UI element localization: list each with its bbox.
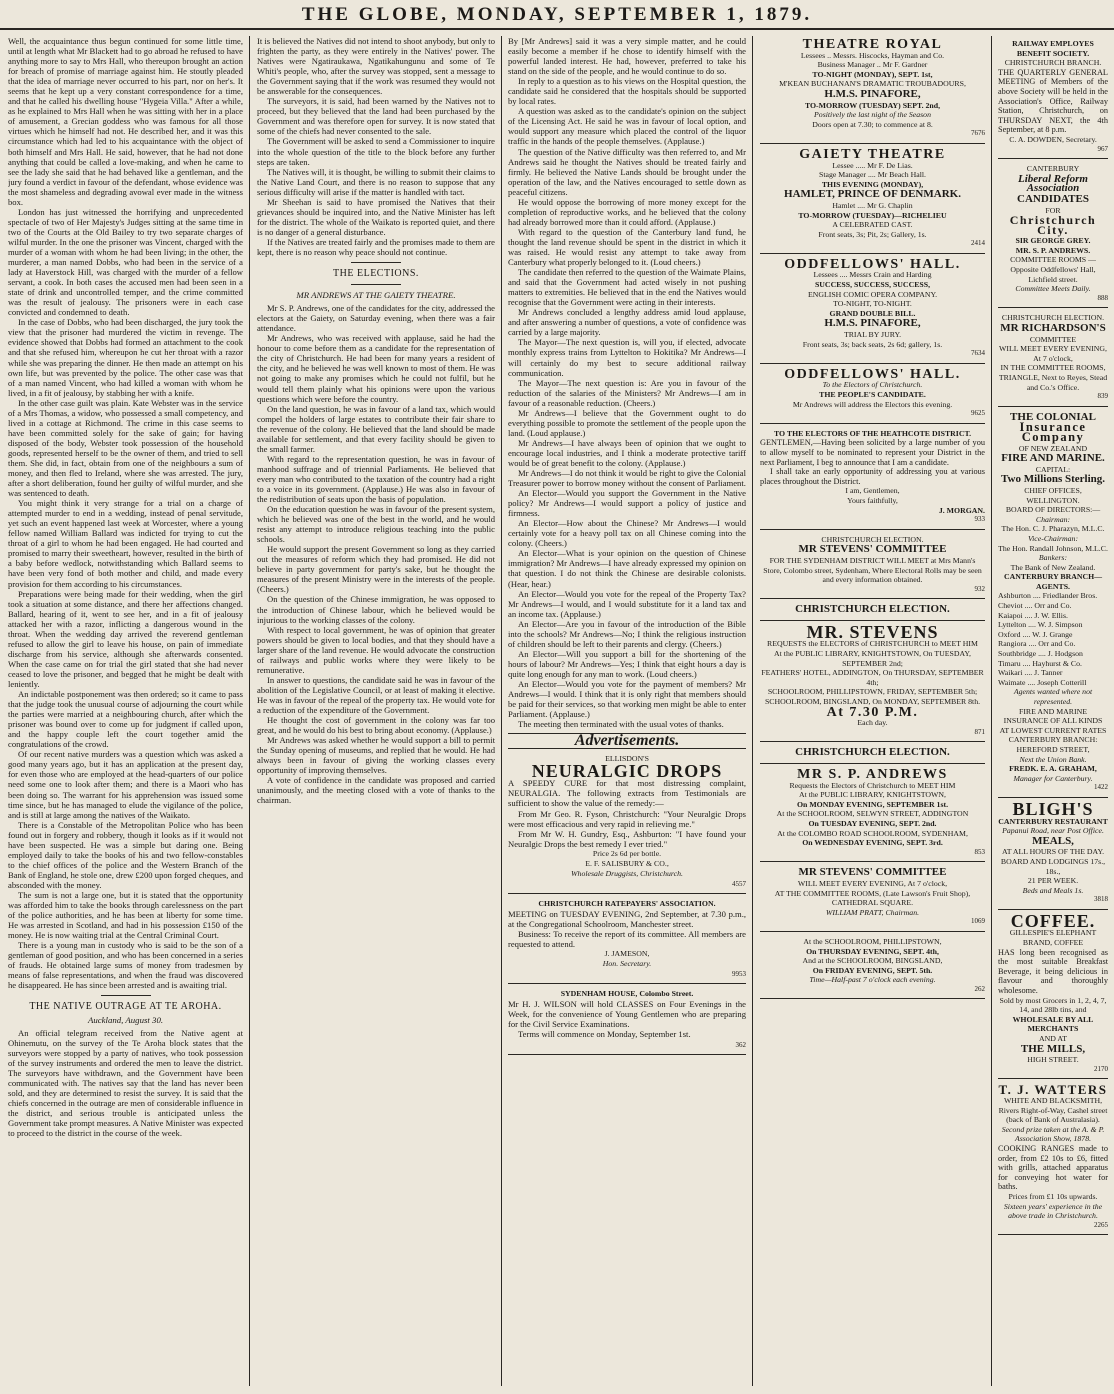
ad-text: BOARD OF DIRECTORS:— [1005, 505, 1101, 515]
ad-text: SCHOOLROOM, BINGSLAND, On MONDAY, SEPTEMBER 8th. [764, 697, 981, 707]
article-paragraph: There is a Constable of the Metropolitan Police who has been found out in forgery and robbery, though it looks as if it would not have been suspected. He was a simple but daring one. Being employed daily to take the books of his and two fellow-constables to the chief offices of the police and the Western Branch of the Bank of England, he stole one, drew £200 upon forged cheques, and absconded with the money. [8, 819, 243, 890]
ad-text: IN THE COMMITTEE ROOMS, TRIANGLE, Next to Reyes, Stead and Co.'s Office. [998, 363, 1108, 392]
ad-text: CANTERBURY BRANCH: [1008, 735, 1098, 745]
article-paragraph: If the Natives are treated fairly and the promises made to them are kept, there is no reason why peace should not continue. [257, 236, 495, 257]
ad-title: CHRISTCHURCH ELECTION. [821, 534, 924, 544]
ad-richardson-committee [998, 310, 1108, 406]
ad-title: BLIGH'S [1012, 798, 1094, 819]
ad-title: CHRISTCHURCH ELECTION. [795, 603, 950, 616]
ad-title: CANTERBURY [1026, 164, 1080, 174]
ad-sign: WILLIAM PRATT, Chairman. [825, 907, 920, 917]
ad-sydenham-house [508, 986, 746, 1054]
ad-text: Business: To receive the report of its committee. All members are requested to attend. [508, 929, 746, 950]
ad-christchurch-election [760, 601, 985, 621]
ad-text: CAPITAL: [1035, 464, 1071, 474]
ad-ref: 2265 [1094, 1220, 1108, 1229]
ad-time: At 7.30 P.M. [826, 704, 919, 720]
agent-row: Waikari .... J. Tanner [998, 668, 1063, 678]
ad-sign: I am, Gentlemen, [845, 486, 900, 496]
ad-title: RAILWAY EMPLOYES BENEFIT SOCIETY. [1012, 39, 1094, 58]
agent-row: Rangiora .... Orr and Co. [998, 639, 1076, 649]
ad-ref: 362 [735, 1040, 746, 1049]
ad-text: FIRE AND MARINE. [1001, 452, 1105, 465]
ad-text: Manager for Canterbury. [1013, 773, 1093, 783]
article-paragraph: Preparations were being made for their wedding, when the girl took a situation at some distance, and there her affections changed. Ballard, hearing of it, went to see her, and in a fit of jealousy attacked her with a razor, inflicting a dangerous wound in the throat. When the wedding day arrived the reverend gentleman refused to allow the girl to leave his house, on pain of immediate discharge from his service, although she afterwards consented. When the case came on for trial the girl stated that she had never ceased to love the prisoner, and begged that he might be dealt with leniently. [8, 588, 243, 689]
ad-text: At the PUBLIC LIBRARY, KNIGHTSTOWN, On TUESDAY, SEPTEMBER 2nd; [774, 649, 971, 668]
ad-text: Time—Half-past 7 o'clock each evening. [809, 975, 936, 985]
article-paragraph: In the other case guilt was plain. Kate Webster was in the service of a Mrs Thomas, a widow, who possessed a small competency, and lived in a cottage at Richmond. The crime in this case seems to have been committed solely for the sake of gain; for having disposed of the body, Webster took possession of the household goods, represented herself to be the owner of them, and tried to sell them. She did, in fact, obtain from one of the neighbours a sum of money, and then fled to Ireland, where she was arrested. The jury, after a short deliberation, found her guilty of wilful murder, and she was sentenced to death. [8, 397, 243, 499]
ad-text: GILLESPIE'S ELEPHANT BRAND, COFFEE [1009, 928, 1097, 948]
column-rule [249, 36, 250, 1386]
ad-text: Lessee ..... Mr F. De Lias. [832, 160, 913, 170]
ad-text: HAS long been recognised as the most suitable Breakfast Beverage, it being delicious in flavour and thoroughly wholesome. [998, 947, 1108, 996]
ad-testimonial: From Mr W. H. Gundry, Esq., Ashburton: "I have found your Neuralgic Drops the best remedy I ever tried." [508, 828, 746, 849]
agent-row: Cheviot .... Orr and Co. [998, 601, 1072, 611]
article-paragraph: London has just witnessed the horrifying and unprecedented spectacle of two of Her Majesty's Judges sitting at the same time in two of the Courts at the Old Bailey to try two separate charges of wilful murder. In the one the prisoner was Vincent, charged with the murder of a woman with whom he had been living; in the other, the murderer, a man named Dobbs, who had been in the service of a lady at Haverstock Hill, was charged with the murder of a fellow servant, a cook. In both cases the accused men had been seen in a state of drink and uncontrolled temper, and the crime committed was the result of jealousy. The prisoners were in each case convicted and condemned to death. [8, 206, 243, 318]
ad-ref: 888 [1097, 293, 1108, 302]
agent-row: Timaru .... Hayhurst & Co. [998, 658, 1082, 668]
article-paragraph: The Mayor—The next question is, will you, if elected, advocate monthly express trains from Lyttelton to Hokitika? Mr Andrews—I will certainly do my best to secure additional railway communication. [508, 337, 746, 378]
ad-ref: 4557 [732, 879, 746, 888]
ad-text: On FRIDAY EVENING, SEPT. 5th. [812, 965, 933, 975]
article-paragraph: He would oppose the borrowing of more money except for the completion of reproductive works, and he believed that the colony had already borrowed more than it could afford. (Applause.) [508, 196, 746, 227]
ad-title: CHRISTCHURCH RATEPAYERS' ASSOCIATION. [538, 898, 716, 908]
ad-testimonial: From Mr Geo. R. Fyson, Christchurch: "Your Neuralgic Drops were most efficacious and very rapid in relieving me." [508, 808, 746, 829]
ad-title: CHRISTCHURCH ELECTION. [795, 746, 950, 759]
ad-text: SCHOOLROOM, PHILLIPSTOWN, FRIDAY, SEPTEMBER 5th; [767, 687, 978, 697]
ad-title: ELLISDON'S [605, 754, 649, 764]
column-rule [501, 36, 502, 1386]
ad-ref: 9625 [971, 409, 985, 418]
ad-text: Mr H. J. WILSON will hold CLASSES on Four Evenings in the Week, for the convenience of Young Gentlemen who are preparing for the Civil Service Examinations. [508, 999, 746, 1030]
ad-text: I shall take an early opportunity of addressing you at various places throughout the District. [760, 467, 985, 486]
ad-ref: 7676 [971, 129, 985, 138]
ad-text: CANTERBURY BRANCH—AGENTS. [1004, 572, 1102, 591]
ad-ref: 9953 [732, 970, 746, 979]
ad-text: At the SCHOOLROOM, SELWYN STREET, ADDINGTON [776, 809, 969, 819]
section-heading: THE NATIVE OUTRAGE AT TE AROHA. [29, 1001, 222, 1013]
ad-name: MR STEVENS' COMMITTEE [798, 543, 947, 556]
ad-text: Bankers: [1038, 553, 1068, 563]
column-5 [998, 36, 1108, 1388]
ad-sign: Yours faithfully, [847, 495, 898, 505]
ad-text: Lessees .. Messrs. Hiscocks, Hayman and Co. [800, 50, 945, 60]
ad-text: A SPEEDY CURE for that most distressing complaint, NEURALGIA. The following extracts from Testimonials are sufficient to show the value of the remedy:— [508, 778, 746, 809]
ad-name: MR RICHARDSON'S [1000, 322, 1106, 335]
ad-price: Price 2s 6d per bottle. [592, 848, 662, 858]
ad-text: TO-NIGHT, TO-NIGHT. [833, 299, 912, 309]
agent-row: Lyttelton .... W. J. Simpson [998, 620, 1083, 630]
ad-sign: Hon. Secretary. [602, 959, 652, 969]
ad-text: On MONDAY EVENING, SEPTEMBER 1st. [796, 799, 949, 809]
masthead-title: THE GLOBE, MONDAY, SEPTEMBER 1, 1879. [301, 4, 813, 25]
column-1 [8, 36, 243, 1388]
article-paragraph: With regard to the representation question, he was in favour of manhood suffrage and of triennial Parliaments. He believed that every man who contributed to the taxation of the country had a right to a voice in its government. (Applause.) He was also in favour of the redistribution of seats upon the basis of population. [257, 453, 495, 505]
ad-ref: 7634 [971, 349, 985, 358]
ad-text: Front seats, 3s; back seats, 2s 6d; gallery, 1s. [802, 339, 943, 349]
ad-text: COMMITTEE ROOMS — Opposite Oddfellows' Hall, Lichfield street. [1010, 255, 1096, 284]
column-rule [991, 36, 992, 1386]
ad-play: H.M.S. PINAFORE, [824, 317, 921, 330]
column-4 [760, 36, 985, 1388]
ad-text: Second prize taken at the A. & P. Association Show, 1878. [1001, 1124, 1105, 1144]
ad-text: AT THE COMMITTEE ROOMS, (Late Lawson's Fruit Shop), CATHEDRAL SQUARE. [774, 888, 971, 908]
ad-text: Lessees .... Messrs Crain and Harding [813, 270, 932, 280]
ad-text: SUCCESS, SUCCESS, SUCCESS, [814, 280, 931, 290]
ad-text: REQUESTS the ELECTORS of CHRISTCHURCH to MEET HIM [767, 639, 978, 649]
ad-assoc: Liberal Reform Association [1018, 172, 1088, 195]
ad-text: GENTLEMEN,—Having been solicited by a large number of you to allow myself to be nominated to represent your District in the next Parliament, I beg to announce that I am a candidate. [760, 438, 985, 467]
article-paragraph: Mr Andrews—I do not think it would be right to give the Colonial Treasurer power to borrow money without the consent of Parliament. [508, 468, 746, 489]
ad-mr-andrews [760, 766, 985, 862]
ad-text: MEETING on TUESDAY EVENING, 2nd September, at 7.30 p.m., at the Congregational Schoolroom, Manchester street. [508, 908, 746, 929]
ad-ref: 853 [974, 847, 985, 856]
ad-city: Christchurch City. [1009, 213, 1097, 237]
ad-text: On THURSDAY EVENING, SEPT. 4th, [806, 946, 939, 956]
agent-row: Oxford .... W. J. Grange [998, 629, 1073, 639]
article-paragraph: You might think it very strange for a trial on a charge of attempted murder to end in a wedding, instead of penal servitude, yet such an event happened last week at Worcester, where a young fellow named William Ballard was indicted for trying to cut the throat of a girl to whom he had been engaged. He had courted and promised to marry their sweetheart, however, resulted in the birth of a baby before wedlock, notwithstanding which Ballard seems to have been very fond of both mother and child, and made every provision for them according to his circumstances. [8, 498, 243, 589]
ad-text: TO-MORROW (TUESDAY) SEPT. 2nd, [804, 100, 941, 110]
ad-text: HIGH STREET. [1027, 1055, 1079, 1065]
ad-text: THE MILLS, [1020, 1042, 1086, 1055]
ad-ref: 2414 [971, 239, 985, 248]
article-paragraph: The Government will be asked to send a Commissioner to inquire into the whole question of the title to the block before any further steps are taken. [257, 136, 495, 167]
ad-text: Vice-Chairman: [1027, 533, 1079, 543]
ad-ref: 262 [974, 984, 985, 993]
divider [351, 284, 401, 285]
ad-text: To the Electors of Christchurch. [822, 380, 923, 390]
ad-text: 21 PER WEEK. [1027, 876, 1079, 886]
article-paragraph: He thought the cost of government in the colony was far too great, and he would do his best to bring about economy. (Applause.) [257, 715, 495, 736]
ad-heathcote [760, 426, 985, 530]
ad-text: M'KEAN BUCHANAN'S DRAMATIC TROUBADOURS, [779, 79, 966, 89]
ad-name: MR. STEVENS [806, 621, 939, 642]
article-paragraph: The meeting then terminated with the usual votes of thanks. [518, 719, 724, 730]
article-paragraph: Mr S. P. Andrews, one of the candidates for the city, addressed the electors at the Gaiety, on Saturday evening, when there was a fair attendance. [257, 303, 495, 334]
ad-text: AT LOWEST CURRENT RATES [999, 725, 1107, 735]
ad-text: At the SCHOOLROOM, PHILLIPSTOWN, [803, 936, 942, 946]
ad-oddfellows-hall-2 [760, 366, 985, 424]
ad-text: The Bank of New Zealand. [1010, 562, 1096, 572]
ad-text: Chairman: [1035, 514, 1071, 524]
ad-text: Sixteen years' experience in the above trade in Christchurch. [1003, 1201, 1103, 1221]
article-paragraph: With respect to local government, he was of opinion that greater powers should be given to local bodies, and that they should have a larger share of the land revenue. He would advocate the construction of railways and public works where they were likely to be remunerative. [257, 624, 495, 675]
article-paragraph: Mr Andrews—I believe that the Government ought to do everything possible to promote the settlement of the people upon the land. (Loud applause.) [508, 407, 746, 438]
ad-ref: 967 [1097, 144, 1108, 153]
article-paragraph: A question was asked as to the candidate's opinion on the subject of the Licensing Act. He said he was in favour of local option, and would support any measure which placed the control of the liquor traffic in the hands of the people themselves. (Applause.) [508, 106, 746, 147]
agent-row: Southbridge .... J. Hodgson [998, 649, 1083, 659]
ad-ref: 2170 [1094, 1064, 1108, 1073]
ad-colonial-insurance [998, 409, 1108, 798]
ad-text: Prices from £1 10s upwards. [1008, 1191, 1098, 1201]
article-paragraph: An Elector—How about the Chinese? Mr Andrews—I would certainly vote for a heavy poll tax on all Chinese coming into the colony. (Cheers.) [508, 518, 746, 549]
ad-text: COMMITTEE [1029, 334, 1077, 344]
ad-text: TO-MORROW (TUESDAY)—RICHELIEU [798, 210, 947, 220]
ad-oddfellows-hall [760, 256, 985, 364]
ad-ref: 933 [974, 515, 985, 524]
ad-text: Business Manager .. Mr F. Gardner [817, 60, 928, 70]
ad-text: Beds and Meals 1s. [1022, 885, 1084, 895]
ad-candidate: SIR GEORGE GREY. [1015, 236, 1091, 246]
ad-neuralgic-drops [508, 751, 746, 894]
ad-title: COFFEE. [1010, 910, 1096, 931]
ad-name: CANTERBURY RESTAURANT [998, 816, 1108, 826]
article-paragraph: By [Mr Andrews] said it was a very simple matter, and he could easily become a member if he chose to identify himself with the powerful landed interest. He had, however, preferred to take his stand on the side of the people, and he would continue to do so. [508, 36, 746, 77]
ad-title: THE COLONIAL [1010, 410, 1096, 423]
ad-text: On WEDNESDAY EVENING, SEPT. 3rd. [802, 838, 943, 848]
article-paragraph: There is a young man in custody who is said to be the son of a gentleman of good position, and who has been concerned in a series of frauds. He obtained large sums of money from tradesmen by means of false representations, and when the fraud was discovered he disappeared. He has since been arrested and is awaiting trial. [8, 940, 243, 991]
article-paragraph: Mr Andrews was asked whether he would support a bill to permit the Sunday opening of museums, and replied that he would. He had always been in favour of giving the working classes every opportunity of improving themselves. [257, 735, 495, 776]
ad-text: THIS EVENING (MONDAY), [821, 179, 924, 189]
article-paragraph: With regard to the question of the Canterbury land fund, he thought the land revenue should be spent in the district in which it was raised. He would resist any attempt to take away from Canterbury what properly belonged to it. (Loud cheers.) [508, 226, 746, 268]
article-paragraph: In answer to questions, the candidate said he was in favour of the abolition of the Legislative Council, or at least of making it elective. He was in favour of the repeal of the property tax. He would vote for a reduction of the expenditure of the Government. [257, 674, 495, 715]
ad-text: The Hon. C. J. Pharazyn, M.L.C. [1001, 524, 1105, 534]
ad-text: Rivers Right-of-Way, Cashel street (back of Bank of Australasia). [998, 1105, 1108, 1125]
ad-ref: 871 [974, 727, 985, 736]
ad-text: Doors open at 7.30; to commence at 8. [812, 119, 933, 129]
ad-text: FIRE AND MARINE INSURANCE OF ALL KINDS [1003, 706, 1103, 726]
ad-text: Papanui Road, near Post Office. [1002, 826, 1104, 836]
article-paragraph: An Elector—Will you support a bill for the shortening of the hours of labour? Mr Andrews—Yes; I think that eight hours a day is quite long enough for any man to work. (Loud cheers.) [508, 648, 746, 679]
ad-play: H.M.S. PINAFORE, [824, 87, 921, 100]
ad-text: Positively the last night of the Season [814, 110, 931, 120]
ad-stevens-committee [760, 864, 985, 932]
ad-ref: 1422 [1094, 783, 1108, 792]
article-paragraph: On the land question, he was in favour of a land tax, which would compel the holders of large estates to contribute their fair share to the revenue of the colony. He believed that the land should be made available for settlement, and that every facility should be given to the small farmer. [257, 403, 495, 454]
ad-text: And at the SCHOOLROOM, BINGSLAND, [802, 956, 943, 966]
ad-text: Front seats, 3s; Pit, 2s; Gallery, 1s. [818, 229, 927, 239]
ad-text: COOKING RANGES made to order, from £2 10s to £6, fitted with grills, attached apparatus for conveying hot water for baths. [998, 1143, 1108, 1192]
column-rule [752, 36, 753, 1386]
ad-text: CHIEF OFFICES, WELLINGTON. [1024, 485, 1082, 505]
ad-ref: 1069 [971, 917, 985, 926]
ad-text: At the COLOMBO ROAD SCHOOLROOM, SYDENHAM, [777, 828, 968, 838]
article-paragraph: The candidate then referred to the question of the Waimate Plains, and said that the Government had acted wisely in not pushing matters to extremities. He believed that in the end the Natives would recognise that the Government were acting in their interests. [508, 267, 746, 308]
ad-christchurch-election-2 [760, 744, 985, 764]
ad-name: Insurance Company [1019, 420, 1087, 444]
divider [351, 262, 401, 263]
ad-text: Next the Union Bank. [1019, 754, 1087, 764]
ad-text: BOARD AND LODGINGS 17s., 18s., [1000, 856, 1106, 876]
ad-text: Mr Andrews will address the Electors this evening. [792, 399, 953, 409]
ad-coffee [998, 912, 1108, 1080]
ad-title: ODDFELLOWS' HALL. [784, 366, 961, 382]
ad-title: CHRISTCHURCH ELECTION. [1001, 313, 1105, 323]
article-paragraph: Well, the acquaintance thus begun continued for some little time, until at length what Mr Blackett had to go abroad he refused to have anything more to say to Mrs Hall, who thereupon brought an action for breach of promise of marriage against him. He stoutly pleaded that the idea of marriage never occurred to his part, nor on her's. It seems that he kept up a very constant correspondence for a time, and that he called his dwelling house "Hygeia Villa." After a while, as he explained to Mrs Hall when he was sitting with her in a place of amusement, a Grecian goddess who was famous for all those virtues which he himself had not. He described her, and it was this circumstance which had led to his acquaintance with the object of both himself and Mrs Hall. He said, however, that he had not done anything that could be called a love-making, and when he came to see the lady she said that he had behaved like a gentleman, and the jury found a verdict in favour of the defendant, whose evidence was the most shameless and degrading avowal ever made in the witness box. [8, 36, 243, 207]
article-paragraph: Mr Sheehan is said to have promised the Natives that their grievances should be inquired into, and the Native Minister has left for the district. The whole of the Waikato is reported quiet, and there is no danger of a general disturbance. [257, 196, 495, 237]
ad-maker: E. F. SALISBURY & CO., [585, 858, 669, 868]
ad-gaiety-theatre [760, 146, 985, 254]
article-paragraph: An Elector—What is your opinion on the question of Chinese immigration? Mr Andrews—I have already expressed my opinion on that question. I do not think the Chinese are desirable colonists. (Hear, hear.) [508, 548, 746, 589]
ad-text: At the PUBLIC LIBRARY, KNIGHTSTOWN, [799, 790, 946, 800]
column-2 [257, 36, 495, 1388]
ad-title: GAIETY THEATRE [799, 146, 946, 162]
ad-text: ENGLISH COMIC OPERA COMPANY. [807, 289, 938, 299]
article-paragraph: An indictable postponement was then ordered; so it came to pass that the judge took the unusual course of adjourning the court while the parties were married at a neighbouring church, after which the prisoner was bound over to come up for judgment if called upon, and the happy couple left the court together amid the congratulations of the crowd. [8, 689, 243, 750]
ad-text: CHRISTCHURCH BRANCH. [1004, 58, 1102, 68]
ad-text: A CELEBRATED CAST. [832, 220, 913, 230]
ad-schoolroom-meetings [760, 934, 985, 1000]
ad-text: Terms will commence on Monday, September 1st. [518, 1029, 691, 1040]
ad-text: WILL MEET EVERY EVENING, [999, 344, 1107, 354]
ad-title: T. J. WATTERS [998, 1082, 1108, 1098]
ad-theatre-royal [760, 36, 985, 144]
ad-text: TRIAL BY JURY. [843, 330, 902, 340]
ad-text: Sold by most Grocers in 1, 2, 4, 7, 14, and 28lb tins, and [999, 995, 1107, 1015]
ad-candidate: MR. S. P. ANDREWS. [1015, 245, 1091, 255]
article-paragraph: Mr Andrews—I have always been of opinion that we ought to encourage local industries, and I think a moderate protective tariff would be of great benefit to the colony. (Applause.) [508, 437, 746, 468]
article-paragraph: Mr Andrews concluded a lengthy address amid loud applause, and after answering a number of questions, a vote of confidence was carried by a large majority. [508, 307, 746, 338]
ad-text: At 7 o'clock, [1033, 353, 1073, 363]
article-paragraph: The Natives will, it is thought, be willing to submit their claims to the Native Land Court, and there is no reason to suppose that any serious difficulty will arise if the matter is handled with tact. [257, 166, 495, 197]
ad-mr-stevens [760, 623, 985, 743]
ad-text: Requests the Electors of Christchurch to MEET HIM [789, 780, 956, 790]
ad-ref: 3818 [1094, 895, 1108, 904]
ad-text: CANDIDATES [1017, 192, 1089, 205]
ad-text: On TUESDAY EVENING, SEPT. 2nd. [808, 818, 937, 828]
masthead [0, 0, 1114, 30]
article-paragraph: An Elector—Are you in favour of the introduction of the Bible into the schools? Mr Andrews—No; I think the religious instruction of children should be left to their parents and clergy. (Cheers.) [508, 618, 746, 649]
ad-text: MEALS, [1032, 834, 1074, 847]
article-paragraph: An Elector—Would you vote for the repeal of the Property Tax? Mr Andrews—I would, and I would substitute for it a land tax and an income tax. (Applause.) [508, 588, 746, 619]
ad-text: FEATHERS' HOTEL, ADDINGTON, On THURSDAY, SEPTEMBER 4th; [761, 668, 984, 687]
ad-text: Each day. [857, 718, 888, 728]
ad-title: SYDENHAM HOUSE, Colombo Street. [560, 989, 694, 999]
ad-name: MR STEVENS' COMMITTEE [798, 866, 947, 879]
ad-text: Stage Manager .... Mr Beach Hall. [819, 170, 926, 180]
advertisements-heading: Advertisements. [508, 733, 746, 749]
ad-text: GRAND DOUBLE BILL. [829, 308, 916, 318]
ad-text: TO-NIGHT (MONDAY), SEPT. 1st, [812, 69, 933, 79]
ad-ratepayers [508, 896, 746, 984]
ad-text: OF NEW ZEALAND [1018, 443, 1088, 453]
article-paragraph: On the education question he was in favour of the present system, which he believed was one of the best in the world, and he would resist any attempt to introduce religious teaching into the public schools. [257, 504, 495, 545]
ad-name: MR S. P. ANDREWS [797, 767, 948, 782]
ad-text: The Hon. Randall Johnson, M.L.C. [998, 543, 1108, 553]
article-paragraph: On the question of the Chinese immigration, he was opposed to the introduction of Chinese labour, which he believed would be injurious to the working classes of the colony. [257, 594, 495, 625]
ad-text: THE QUARTERLY GENERAL MEETING of Members of the above Society will be held in the Association's Office, Railway Station, Christchurch, on THURSDAY NEXT, the 4th September, at 8 p.m. [998, 67, 1108, 135]
ad-liberal-reform [998, 161, 1108, 308]
agent-row: Waimate .... Joseph Cotterill [998, 677, 1087, 687]
ad-text: WHITE AND BLACKSMITH, [1003, 1095, 1103, 1105]
section-heading: THE ELECTIONS. [333, 268, 419, 280]
article-paragraph: A vote of confidence in the candidate was proposed and carried unanimously, and the meeting closed with a vote of thanks to the chairman. [257, 775, 495, 806]
ad-text: AND AT [1039, 1034, 1067, 1043]
column-3 [508, 36, 746, 1388]
ad-stevens-committee-sydenham [760, 532, 985, 600]
ad-text: THE PEOPLE'S CANDIDATE. [819, 390, 926, 399]
ad-text: Committee Meets Daily. [1015, 284, 1091, 294]
ad-ref: 839 [1097, 392, 1108, 401]
ad-play: HAMLET, PRINCE OF DENMARK. [784, 188, 961, 201]
ad-title: THEATRE ROYAL [802, 37, 943, 52]
article-paragraph: An Elector—Would you vote for the payment of members? Mr Andrews—I would. I think that it is only right that members should be paid for their services, so that working men might be able to enter Parliament. (Applause.) [508, 679, 746, 720]
article-paragraph: An official telegram received from the Native agent at Ohinemutu, on the survey of the Te Aroha block states that the surveyors were stopped by a party of natives, who took possession of the survey instruments and ordered the men to leave the district. The surveyors have withdrawn, and the Government have been communicated with. The natives say that the land has never been sold, and they are determined to resist the survey. It is said that the chiefs concerned in the outrage are men of considerable influence in the district, and serious trouble is anticipated unless the Government take prompt measures. A Native Minister was expected to proceed to the district in the course of the week. [8, 1027, 243, 1139]
ad-text: AT ALL HOURS OF THE DAY. [1001, 847, 1105, 857]
dateline: Auckland, August 30. [87, 1014, 164, 1025]
article-paragraph: An Elector—Would you support the Government in the Native policy? Mr Andrews—I would support a policy of justice and firmness. [508, 488, 746, 519]
ad-text: FREDK. E. A. GRAHAM, [1009, 764, 1097, 774]
article-paragraph: Mr Andrews, who was received with applause, said he had the honour to come before them as a candidate for the representation of the city of Christchurch. He had been for many years a resident of the city, and he believed he was well known to most of them. He was not going to make any promises which he could not fulfil, but he would tell them plainly what his opinions were upon the various questions which were before the country. [257, 333, 495, 404]
sub-heading: MR ANDREWS AT THE GAIETY THEATRE. [296, 290, 456, 301]
ad-text: Two Millions Sterling. [1001, 473, 1105, 486]
ad-blighs-restaurant [998, 800, 1108, 910]
article-paragraph: The question of the Native difficulty was then referred to, and Mr Andrews said he thought the Natives should be treated fairly and firmly. He believed the Native Lands should be brought under the operation of the law, and the Natives encouraged to settle down as peaceful citizens. [508, 146, 746, 197]
ad-text: WILL MEET EVERY EVENING, At 7 o'clock, [797, 878, 948, 888]
ad-sign: J. MORGAN. [938, 505, 985, 515]
ad-sign: C. A. DOWDEN, Secretary. [1009, 134, 1097, 144]
article-paragraph: It is believed the Natives did not intend to shoot anybody, but only to frighten the party, as they were entirely in the Natives' power. The Natives were Ngatiraukawa, Ngatikahungunu and some of Te Whiti's people, who, after the survey was stopped, sent a message to the Government saying that if the work was resumed they would not be answerable for the consequences. [257, 36, 495, 97]
ad-watters [998, 1081, 1108, 1235]
agent-row: Kaiapoi .... J. W. Ellis. [998, 610, 1068, 620]
article-paragraph: Of our recent native murders was a question which was asked a good many years ago, but it has an application at the present day, for even those who are employed at the head-quarters of our police need some one to look after them; and there is a Maori who has been doing so. The warrant for his apprehension was issued some time since, but he has managed to elude the vigilance of the police, and is still at large among the natives of the Waikato. [8, 749, 243, 820]
ad-text: WHOLESALE BY ALL MERCHANTS [1012, 1014, 1094, 1034]
ad-text: HEREFORD STREET, [1016, 744, 1090, 754]
ad-title: ODDFELLOWS' HALL. [784, 256, 961, 272]
article-paragraph: The sum is not a large one, but it is stated that the opportunity was afforded him to take the books through carelessness on the part of the police authorities, and he has been at liberty for some time. He was arrested in Scotland, and had in his possession £150 of the money. He is now waiting trial at the Central Criminal Court. [8, 889, 243, 941]
ad-title: TO THE ELECTORS OF THE HEATHCOTE DISTRICT. [773, 428, 972, 438]
ad-product: NEURALGIC DROPS [531, 761, 723, 782]
article-paragraph: In reply to a question as to his views on the Hospital question, the candidate said he considered that the hospitals should be supported by local rates. [508, 76, 746, 107]
ad-text: Hamlet .... Mr G. Chaplin [832, 200, 913, 210]
agent-row: Ashburton .... Friedlander Bros. [998, 591, 1098, 601]
article-paragraph: In the case of Dobbs, who had been discharged, the jury took the view that the prisoner had murdered the victim in revenge. The evidence showed that Dobbs had formed an attachment to the cook and that she refused him, whereupon he cut her throat with a razor while she was preparing the dinner. He then made an attempt on his own life, but was prevented by the police. The other case was that of a man named Vincent, who had killed a woman with whom he lived, in a fit of jealousy, by stabbing her with a knife. [8, 317, 243, 398]
ad-maker-sub: Wholesale Druggists, Christchurch. [571, 868, 683, 878]
ad-text: Agents wanted where not represented. [1013, 687, 1093, 706]
divider [101, 995, 151, 996]
article-paragraph: The Mayor—The next question is: Are you in favour of the reduction of the salaries of the Ministers? Mr Andrews—I am in favour of a reasonable reduction. (Cheers.) [508, 377, 746, 408]
ad-ref: 932 [974, 584, 985, 593]
ad-railway-employes [998, 36, 1108, 159]
ad-text: FOR [1045, 205, 1061, 215]
article-paragraph: He would support the present Government so long as they carried out the measures of reform which they had promised. He did not believe in party government for party's sake, but he thought the measures of the present Ministry were in the interests of the people. (Cheers.) [257, 544, 495, 595]
article-paragraph: The surveyors, it is said, had been warned by the Natives not to proceed, but they believed that the land had been purchased by the Government and was therefore open for survey. It is now stated that some of the chiefs had never consented to the sale. [257, 96, 495, 137]
ad-sign: J. JAMESON, [604, 949, 650, 959]
ad-text: FOR THE SYDENHAM DISTRICT WILL MEET at Mrs Mann's Store, Colombo street, Sydenham, Where Electoral Rolls may be seen and every information obtained. [763, 555, 982, 585]
